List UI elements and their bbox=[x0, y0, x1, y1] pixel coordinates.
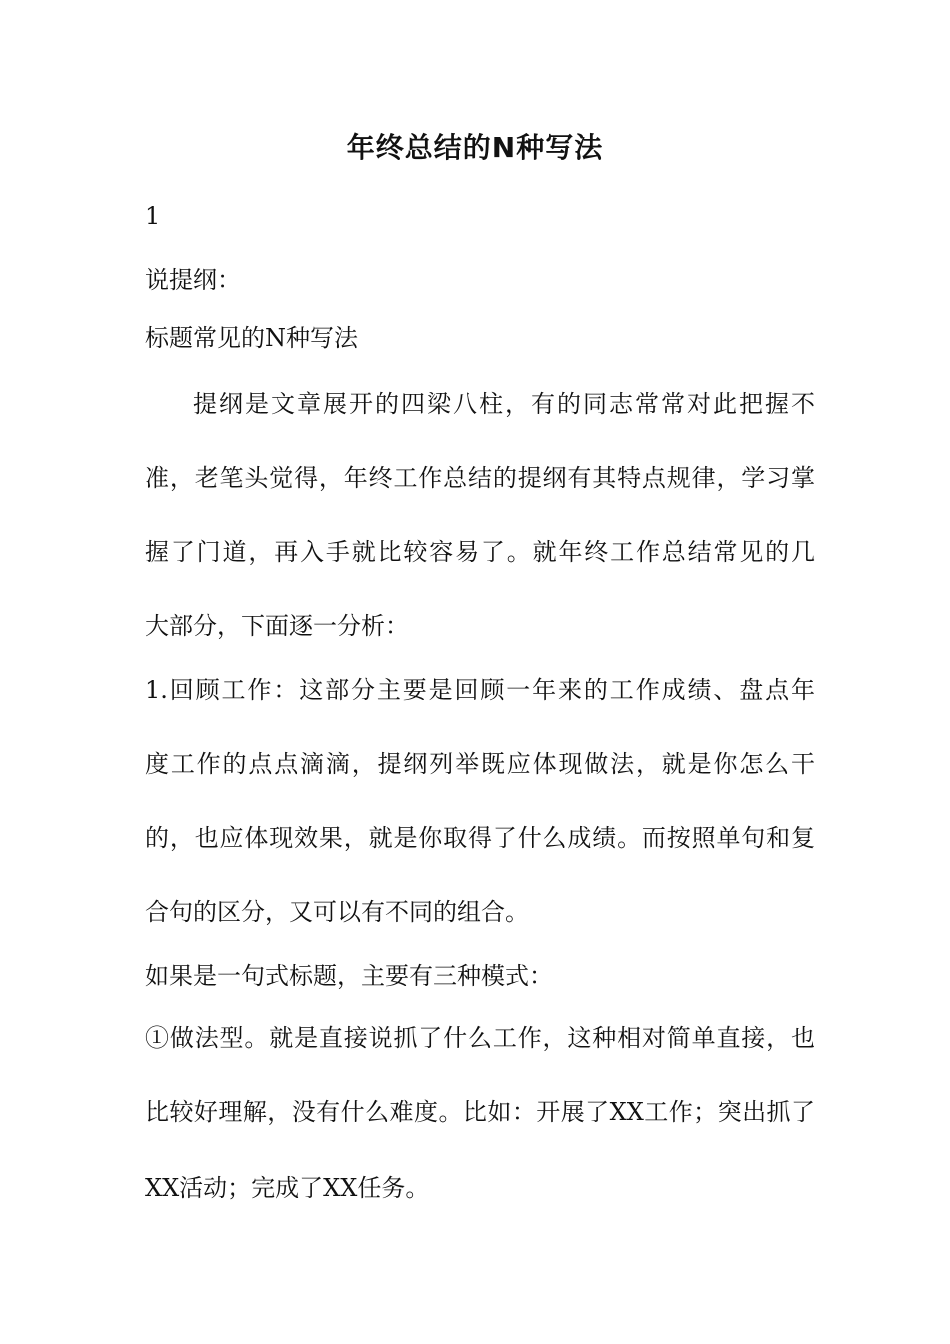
paragraph-line: 度工作的点点滴滴，提纲列举既应体现做法，就是你怎么干 bbox=[145, 750, 815, 778]
paragraph-line: 大部分，下面逐一分析： bbox=[145, 612, 409, 640]
paragraph-line: 比较好理解，没有什么难度。比如：开展了XX工作；突出抓了 bbox=[145, 1098, 815, 1126]
section-number: 1 bbox=[145, 202, 161, 230]
paragraph-line: XX活动；完成了XX任务。 bbox=[145, 1174, 430, 1202]
paragraph-line: 1.回顾工作：这部分主要是回顾一年来的工作成绩、盘点年 bbox=[145, 676, 815, 704]
section-heading: 说提纲： bbox=[145, 266, 241, 294]
paragraph-line: 合句的区分，又可以有不同的组合。 bbox=[145, 898, 529, 926]
paragraph-line: 如果是一句式标题，主要有三种模式： bbox=[145, 962, 553, 990]
paragraph-line: ①做法型。就是直接说抓了什么工作，这种相对简单直接，也 bbox=[145, 1024, 815, 1052]
subheading: 标题常见的N种写法 bbox=[145, 324, 358, 352]
document-title: 年终总结的N种写法 bbox=[346, 131, 604, 164]
paragraph-line: 握了门道，再入手就比较容易了。就年终工作总结常见的几 bbox=[145, 538, 815, 566]
paragraph-line: 的，也应体现效果，就是你取得了什么成绩。而按照单句和复 bbox=[145, 824, 815, 852]
paragraph-line: 准，老笔头觉得，年终工作总结的提纲有其特点规律，学习掌 bbox=[145, 464, 815, 492]
paragraph-line: 提纲是文章展开的四梁八柱，有的同志常常对此把握不 bbox=[193, 390, 815, 418]
